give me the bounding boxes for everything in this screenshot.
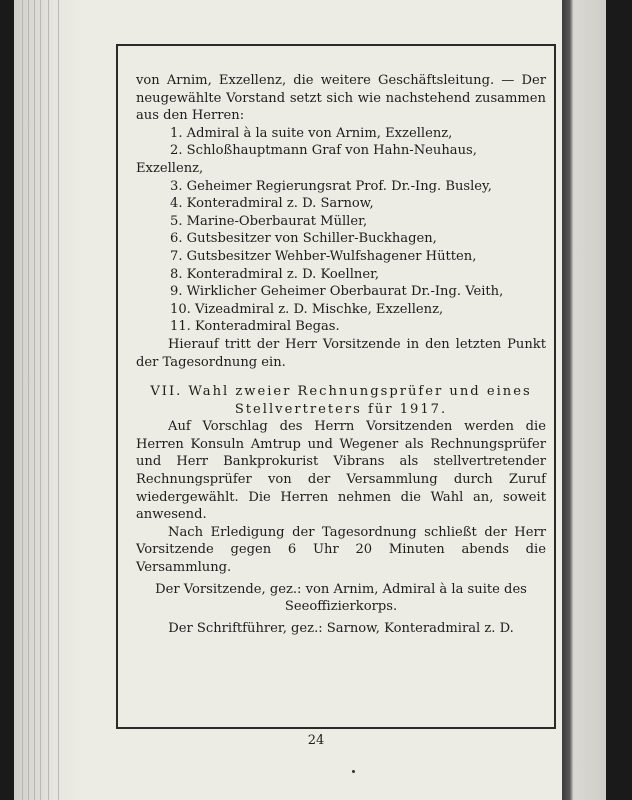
list-item: 11. Konteradmiral Begas.	[170, 319, 340, 335]
list-item: 8. Konteradmiral z. D. Koellner,	[170, 266, 380, 282]
list-item: 6. Gutsbesitzer von Schiller-Buckhagen,	[170, 231, 437, 247]
list-item: 2. Schloßhauptmann Graf von Hahn-Neuhaus,	[170, 143, 477, 159]
list-item: 3. Geheimer Regierungsrat Prof. Dr.-Ing. Busley,	[170, 178, 492, 194]
list-item: 4. Konteradmiral z. D. Sarnow,	[170, 196, 374, 212]
list-item: 7. Gutsbesitzer Wehber-Wulfshagener Hütten,	[170, 248, 477, 264]
paragraph-election: Auf Vorschlag des Herrn Vorsitzenden werden die Herren Konsuln Amtrup und Wegener als Rechnungsprüfer und Herr Bankprokurist Vibrans als stellvertretender Rechnungsprüfer von der Versammlung durch Zuruf wiedergewählt. Die Herren nehmen die Wahl an, soweit anwesend.	[136, 419, 546, 523]
section-heading: VII. Wahl zweier Rechnungsprüfer und eines	[150, 384, 532, 400]
paragraph-after-list: Hierauf tritt der Herr Vorsitzende in den letzten Punkt der Tagesordnung ein.	[136, 336, 546, 370]
page-binding	[14, 0, 82, 800]
paragraph-intro: von Arnim, Exzellenz, die weitere Geschäftsleitung. — Der neugewählte Vorstand setzt sich wie nachstehend zusammen aus den Herren:	[136, 73, 546, 124]
document-body	[136, 72, 546, 637]
signature-chair-continued: Seeoffizierkorps.	[284, 599, 398, 615]
list-item-continuation: Exzellenz,	[136, 160, 204, 176]
section-heading-continued: Stellvertreters für 1917.	[234, 401, 448, 417]
list-item: 10. Vizeadmiral z. D. Mischke, Exzellenz,	[170, 301, 444, 317]
list-item: 9. Wirklicher Geheimer Oberbaurat Dr.-Ing. Veith,	[170, 284, 504, 300]
paragraph-closing: Nach Erledigung der Tagesordnung schließt der Herr Vorsitzende gegen 6 Uhr 20 Minuten abends die Versammlung.	[136, 524, 546, 576]
page-number: 24	[307, 733, 325, 748]
ink-speck	[352, 770, 355, 773]
list-item: 5. Marine-Oberbaurat Müller,	[170, 213, 368, 229]
board-member-list	[136, 125, 546, 336]
list-item: 1. Admiral à la suite von Arnim, Exzellenz,	[170, 125, 453, 141]
signature-chair: Der Vorsitzende, gez.: von Arnim, Admiral à la suite des	[155, 581, 527, 597]
next-page-edge	[562, 0, 606, 800]
signature-secretary: Der Schriftführer, gez.: Sarnow, Konteradmiral z. D.	[168, 620, 514, 636]
